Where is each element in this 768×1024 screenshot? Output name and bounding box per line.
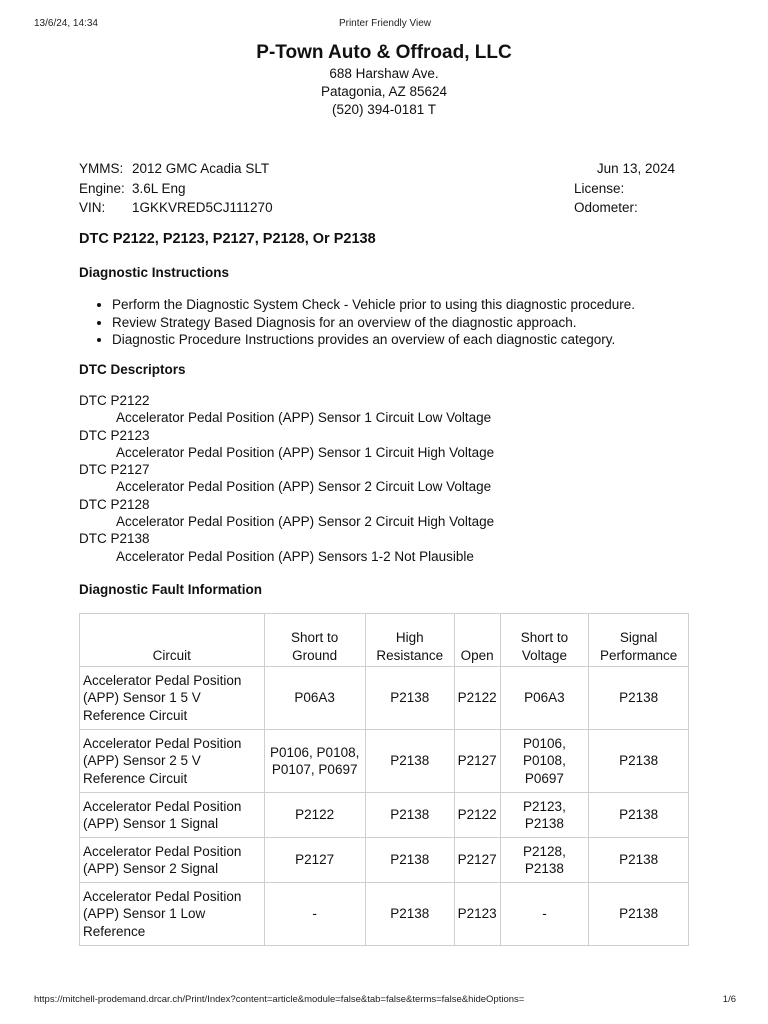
table-row [80, 838, 689, 883]
print-footer [34, 994, 736, 1008]
table-cell: P2138 [365, 838, 454, 883]
shop-address-line2: Patagonia, AZ 85624 [320, 84, 448, 99]
table-cell: P2138 [365, 793, 454, 838]
diag-instructions-heading: Diagnostic Instructions [79, 265, 230, 280]
table-cell: P0106, P0108, P0107, P0697 [264, 730, 365, 793]
table-row [80, 667, 689, 730]
table-cell: P2123, P2138 [500, 793, 589, 838]
shop-phone: (520) 394-0181 T [331, 102, 437, 117]
table-cell: P2123 [454, 883, 500, 946]
dtc-descriptors-heading: DTC Descriptors [79, 362, 186, 377]
document-title: DTC P2122, P2123, P2127, P2128, Or P2138 [79, 231, 376, 247]
dtc-code: DTC P2122 [79, 393, 150, 408]
column-header: High Resistance [365, 614, 454, 667]
fault-info-table [79, 613, 689, 946]
shop-info [0, 41, 768, 119]
table-cell: Accelerator Pedal Position (APP) Sensor 1 5 V Reference Circuit [80, 667, 265, 730]
table-cell: Accelerator Pedal Position (APP) Sensor 2 5 V Reference Circuit [80, 730, 265, 793]
table-cell: P2128, P2138 [500, 838, 589, 883]
print-view-title: Printer Friendly View [338, 18, 432, 29]
odometer-label: Odometer: [574, 200, 638, 215]
dtc-code: DTC P2128 [79, 496, 150, 512]
vin-value: 1GKKVRED5CJ111270 [132, 200, 273, 215]
ymms-label: YMMS: [79, 161, 124, 176]
column-header: Circuit [80, 614, 265, 667]
dtc-code: DTC P2123 [79, 427, 150, 443]
column-header: Open [454, 614, 500, 667]
table-cell: P2127 [264, 838, 365, 883]
table-cell: P2138 [365, 883, 454, 946]
report-date: Jun 13, 2024 [596, 161, 675, 176]
vehicle-row-engine [79, 179, 675, 199]
dtc-description: Accelerator Pedal Position (APP) Sensor 2 Circuit High Voltage [116, 514, 495, 530]
table-cell: P2138 [365, 730, 454, 793]
dtc-descriptors-list [79, 392, 494, 565]
column-header: Short to Ground [264, 614, 365, 667]
table-cell: P06A3 [264, 667, 365, 730]
table-row [80, 793, 689, 838]
vin-label: VIN: [79, 200, 106, 215]
column-header: Short to Voltage [500, 614, 589, 667]
shop-name: P-Town Auto & Offroad, LLC [256, 42, 512, 63]
license-label: License: [574, 180, 625, 196]
table-cell: P2127 [454, 730, 500, 793]
table-row [80, 883, 689, 946]
dtc-description: Accelerator Pedal Position (APP) Sensor 1 Circuit Low Voltage [116, 410, 492, 426]
print-url: https://mitchell-prodemand.drcar.ch/Print/Index?content=article&module=false&tab=false&terms=false&hideOptions= [34, 994, 525, 1005]
shop-address-line1: 688 Harshaw Ave. [329, 66, 439, 81]
fault-info-heading: Diagnostic Fault Information [79, 582, 263, 597]
vehicle-row-ymms [79, 159, 675, 179]
dtc-description: Accelerator Pedal Position (APP) Sensor 1 Circuit High Voltage [116, 444, 495, 460]
print-datetime: 13/6/24, 14:34 [34, 18, 98, 29]
table-cell: - [264, 883, 365, 946]
table-cell: P2127 [454, 838, 500, 883]
table-cell: P2138 [589, 883, 689, 946]
engine-value: 3.6L Eng [132, 180, 186, 196]
dtc-code: DTC P2127 [79, 462, 150, 478]
table-cell: P2138 [365, 667, 454, 730]
table-row [80, 730, 689, 793]
print-header [34, 18, 736, 32]
table-cell: P2122 [454, 793, 500, 838]
table-cell: P2138 [589, 838, 689, 883]
table-cell: P0106, P0108, P0697 [500, 730, 589, 793]
table-cell: Accelerator Pedal Position (APP) Sensor 2 Signal [80, 838, 265, 883]
page-number: 1/6 [722, 994, 736, 1005]
table-cell: P2122 [454, 667, 500, 730]
list-item: • Review Strategy Based Diagnosis for an overview of the diagnostic approach. [112, 314, 635, 332]
engine-label: Engine: [79, 180, 125, 196]
table-cell: P2138 [589, 667, 689, 730]
table-cell: P2138 [589, 793, 689, 838]
list-item: • Perform the Diagnostic System Check - Vehicle prior to using this diagnostic procedure. [112, 296, 635, 314]
table-cell: - [500, 883, 589, 946]
table-cell: P06A3 [500, 667, 589, 730]
diag-instructions-list [79, 296, 635, 349]
table-cell: Accelerator Pedal Position (APP) Sensor 1 Signal [80, 793, 265, 838]
dtc-description: Accelerator Pedal Position (APP) Sensor 2 Circuit Low Voltage [116, 479, 492, 495]
dtc-code: DTC P2138 [79, 531, 150, 547]
table-cell: Accelerator Pedal Position (APP) Sensor 1 Low Reference [80, 883, 265, 946]
table-cell: P2122 [264, 793, 365, 838]
table-header-row [80, 614, 689, 667]
ymms-value: 2012 GMC Acadia SLT [132, 161, 270, 176]
vehicle-info [79, 159, 675, 218]
vehicle-row-vin [79, 198, 675, 218]
dtc-description: Accelerator Pedal Position (APP) Sensors 1-2 Not Plausible [116, 548, 474, 564]
column-header: Signal Performance [589, 614, 689, 667]
table-cell: P2138 [589, 730, 689, 793]
list-item: • Diagnostic Procedure Instructions provides an overview of each diagnostic category. [112, 331, 635, 349]
